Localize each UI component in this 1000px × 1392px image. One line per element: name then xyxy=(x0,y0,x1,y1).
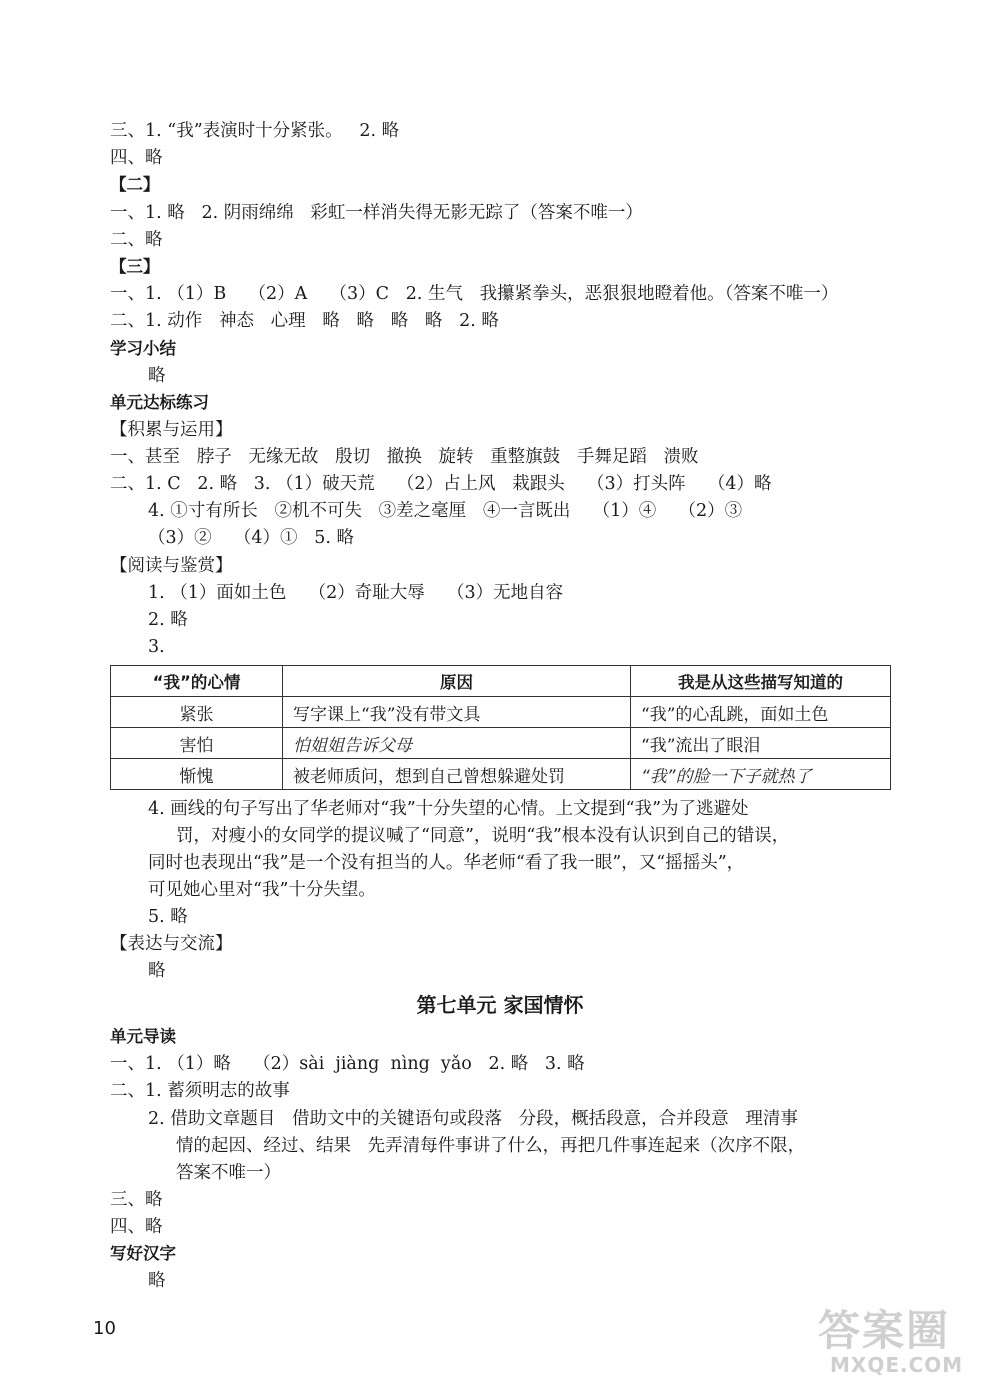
answer-line: 二、1. 蓄须明志的故事 xyxy=(110,1081,290,1101)
answer-line: 三、1. “我”表演时十分紧张。 2. 略 xyxy=(110,121,400,141)
answer-line: 略 xyxy=(148,1271,166,1291)
answer-line: 三、略 xyxy=(110,1190,163,1210)
section-heading: 学习小结 xyxy=(110,339,176,358)
answer-line: 可见她心里对“我”十分失望。 xyxy=(148,880,376,900)
table-cell-handwritten: “我”的脸一下子就热了 xyxy=(631,759,891,790)
answer-line: 1. （1）面如土色 （2）奇耻大辱 （3）无地自容 xyxy=(148,583,564,603)
answer-line: 略 xyxy=(148,961,166,981)
watermark-site-text: MXQE.COM xyxy=(830,1353,964,1377)
answer-line: 一、甚至 脖子 无缘无故 殷切 撤换 旋转 重整旗鼓 手舞足蹈 溃败 xyxy=(110,447,699,467)
answer-line: 四、略 xyxy=(110,1217,163,1237)
table-cell: 惭愧 xyxy=(111,759,283,790)
answer-table xyxy=(110,665,891,790)
section-heading: 【阅读与鉴赏】 xyxy=(110,556,233,576)
answer-line: 答案不唯一） xyxy=(176,1163,281,1183)
answer-line: 罚，对瘦小的女同学的提议喊了“同意”，说明“我”根本没有认识到自己的错误， xyxy=(176,826,790,846)
answer-line: 二、1. 动作 神态 心理 略 略 略 略 2. 略 xyxy=(110,311,499,331)
table-header: “我”的心情 xyxy=(111,666,283,697)
table-row xyxy=(111,697,891,728)
section-heading: 写好汉字 xyxy=(110,1244,176,1263)
answer-line: 一、1. （1）B （2）A （3）C 2. 生气 我攥紧拳头，恶狠狠地瞪着他。（答案不唯一） xyxy=(110,284,839,304)
unit-title: 第七单元 家国情怀 xyxy=(416,993,584,1017)
answer-line: 3. xyxy=(148,637,165,657)
table-cell: 被老师质问，想到自己曾想躲避处罚 xyxy=(283,759,631,790)
answer-line: 二、略 xyxy=(110,230,163,250)
table-cell: “我”流出了眼泪 xyxy=(631,728,891,759)
answer-line: （3）② （4）① 5. 略 xyxy=(148,528,354,548)
answer-line: 二、1. C 2. 略 3. （1）破天荒 （2）占上风 栽跟头 （3）打头阵 （4）略 xyxy=(110,474,772,494)
watermark xyxy=(818,1298,988,1388)
answer-line: 略 xyxy=(148,366,166,386)
table-cell: 写字课上“我”没有带文具 xyxy=(283,697,631,728)
table-header: 我是从这些描写知道的 xyxy=(631,666,891,697)
answer-line: 2. 借助文章题目 借助文中的关键语句或段落 分段，概括段意，合并段意 理清事 xyxy=(148,1109,798,1129)
table-header: 原因 xyxy=(283,666,631,697)
section-heading: 单元达标练习 xyxy=(110,393,209,412)
section-heading: 【表达与交流】 xyxy=(110,934,233,954)
answer-line: 同时也表现出“我”是一个没有担当的人。华老师“看了我一眼”，又“摇摇头”， xyxy=(148,853,745,873)
answer-line: 情的起因、经过、结果 先弄清每件事讲了什么，再把几件事连起来（次序不限， xyxy=(176,1136,806,1156)
table-row xyxy=(111,759,891,790)
table-cell: 紧张 xyxy=(111,697,283,728)
section-heading: 单元导读 xyxy=(110,1027,176,1046)
answer-line: 5. 略 xyxy=(148,907,188,927)
answer-line: 一、1. （1）略 （2）sài jiàng nìng yǎo 2. 略 3. 略 xyxy=(110,1054,585,1074)
answer-line: 4. ①寸有所长 ②机不可失 ③差之毫厘 ④一言既出 （1）④ （2）③ xyxy=(148,501,743,521)
section-heading: 【二】 xyxy=(110,175,160,194)
table-header-row xyxy=(111,666,891,697)
answer-line: 2. 略 xyxy=(148,610,188,630)
answer-line: 四、略 xyxy=(110,148,163,168)
table-cell: “我”的心乱跳，面如土色 xyxy=(631,697,891,728)
page-number: 10 xyxy=(93,1318,116,1339)
answer-line: 4. 画线的句子写出了华老师对“我”十分失望的心情。上文提到“我”为了逃避处 xyxy=(148,799,749,819)
section-heading: 【积累与运用】 xyxy=(110,420,233,440)
section-heading: 【三】 xyxy=(110,257,160,276)
table-cell: 害怕 xyxy=(111,728,283,759)
watermark-logo-text: 答案圈 xyxy=(818,1306,951,1355)
table-cell-handwritten: 怕姐姐告诉父母 xyxy=(283,728,631,759)
answer-line: 一、1. 略 2. 阴雨绵绵 彩虹一样消失得无影无踪了（答案不唯一） xyxy=(110,203,643,223)
table-row xyxy=(111,728,891,759)
